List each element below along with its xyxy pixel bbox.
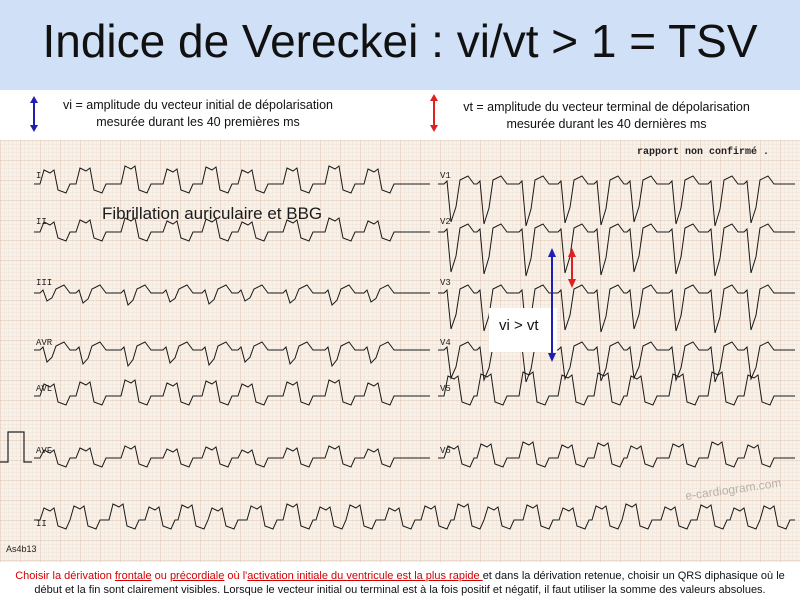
blue-double-arrow-icon: [28, 96, 40, 132]
lead-label-v6: V6: [440, 446, 451, 456]
lead-label-v3: V3: [440, 278, 451, 288]
lead-label-v4: V4: [440, 338, 451, 348]
lead-label-ii: II: [36, 217, 47, 227]
footer-part4: et dans la dérivation retenue, choisir un QRS diphasique où le début et la fin sont clairement visibles. Lorsque le vecteur initial ou terminal est à la fois positif et négatif, il faut utiliser la somme des valeurs absolues.: [34, 570, 785, 596]
vt-legend-line2: mesurée durant les 40 dernières ms: [506, 117, 707, 131]
lead-label-ii-rhythm: II: [36, 519, 47, 529]
footer-part2: ou: [151, 570, 170, 582]
title-banner: [0, 0, 800, 90]
ecg-tracing: [0, 140, 800, 562]
lead-label-v5: V5: [440, 384, 451, 394]
slide-title: Indice de Vereckei : vi/vt > 1 = TSV: [42, 15, 758, 67]
footer-link-frontale: frontale: [114, 570, 152, 582]
footer-link-activation: activation initiale du ventricule est la plus rapide: [247, 570, 483, 582]
lead-label-iii: III: [36, 278, 53, 288]
vi-legend: [48, 97, 348, 131]
vt-legend: [444, 99, 769, 133]
lead-label-v2: V2: [440, 217, 451, 227]
footer-part3: où l': [224, 570, 248, 582]
footer-link-precordiale: précordiale: [169, 570, 225, 582]
watermark: e-cardiogram.com: [684, 475, 783, 503]
red-double-arrow-icon: [428, 94, 440, 132]
footer-part1: Choisir la dérivation: [15, 570, 115, 582]
vt-legend-line1: vt = amplitude du vecteur terminal de dépolarisation: [463, 100, 750, 114]
ecg-report-header: rapport non confirmé .: [637, 147, 770, 158]
lead-label-avr: AVR: [36, 338, 53, 348]
lead-label-avf: AVF: [36, 446, 53, 456]
vi-legend-line1: vi = amplitude du vecteur initial de dépolarisation: [63, 98, 333, 112]
lead-label-v1: V1: [440, 171, 451, 181]
callout-text: vi > vt: [499, 317, 539, 334]
vi-legend-line2: mesurée durant les 40 premières ms: [96, 115, 300, 129]
lead-label-i: I: [36, 171, 42, 181]
tracing-code: As4b13: [6, 544, 37, 554]
lead-label-avl: AVL: [36, 384, 53, 394]
footer-note: [10, 569, 790, 597]
ecg-annotation: Fibrillation auriculaire et BBG: [102, 204, 323, 223]
